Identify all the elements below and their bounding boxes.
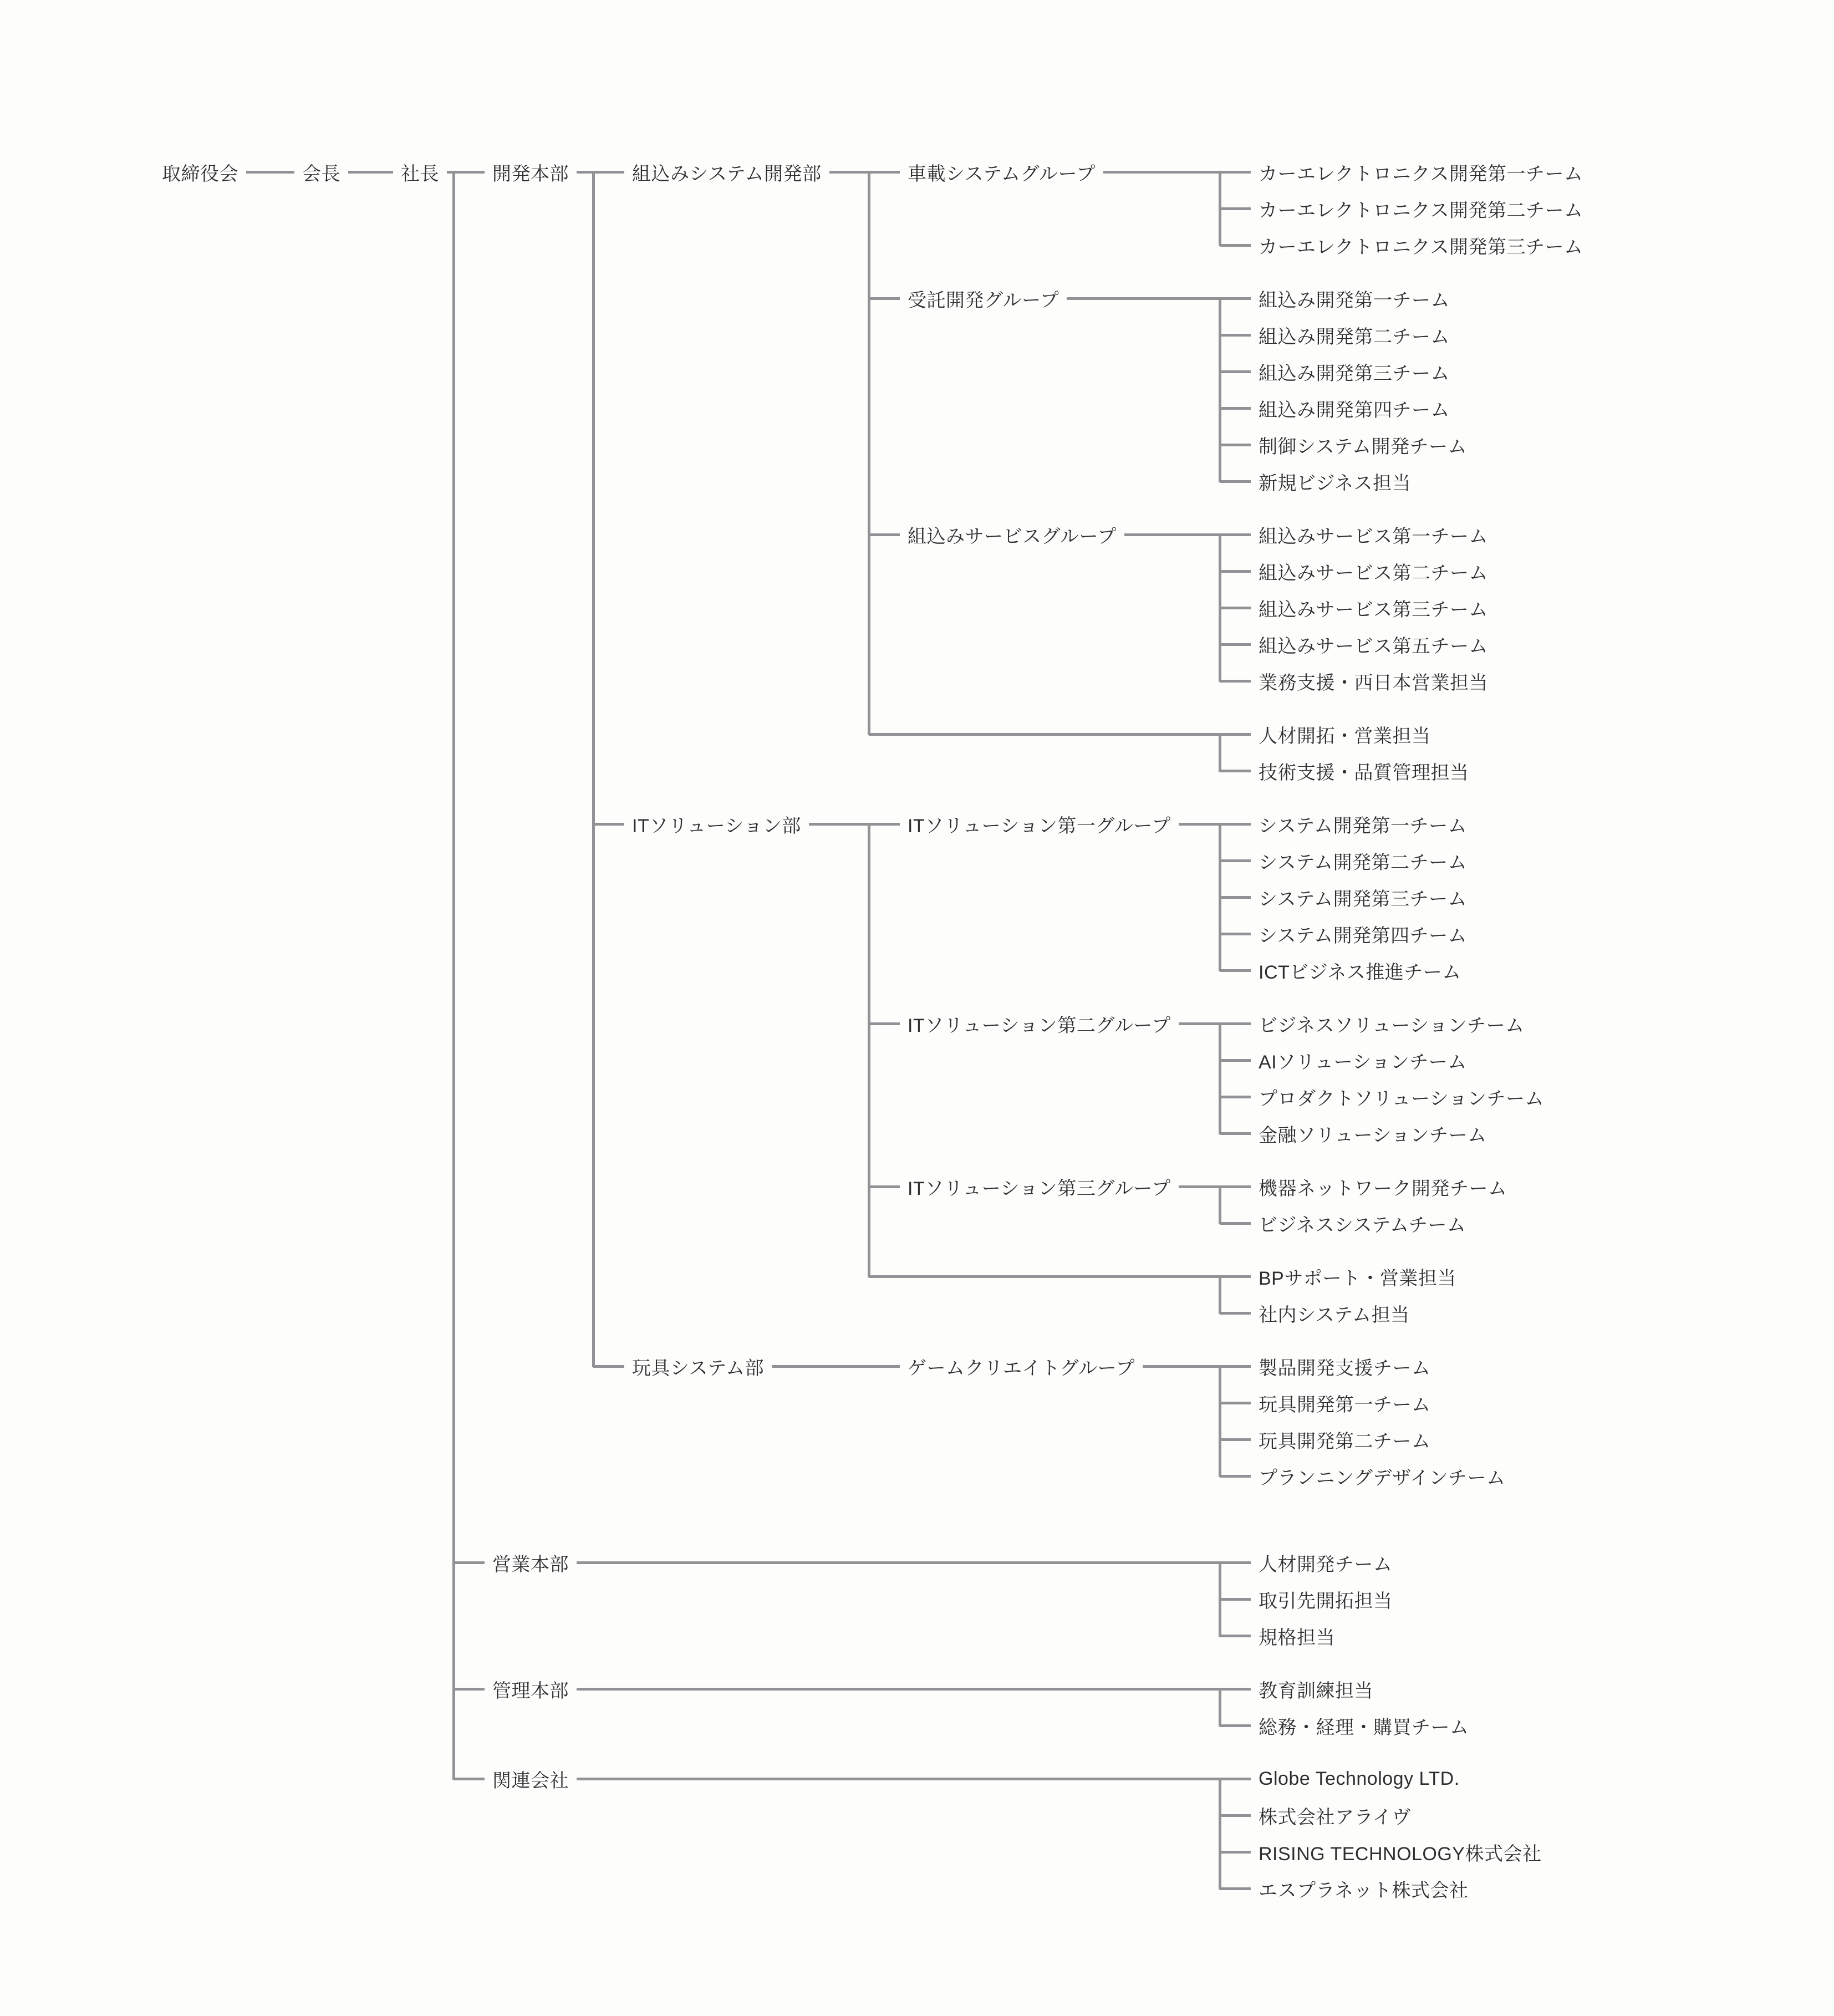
org-node-label: システム開発第四チーム xyxy=(1259,925,1468,946)
connector-line-h xyxy=(1220,1222,1251,1225)
connector-line-h xyxy=(246,171,294,174)
connector-line-h xyxy=(829,171,900,174)
org-node-label: 制御システム開発チーム xyxy=(1259,436,1468,457)
connector-line-h xyxy=(869,533,900,536)
org-node-label: プランニングデザインチーム xyxy=(1259,1467,1506,1489)
connector-line-h xyxy=(869,297,900,300)
connector-line-v xyxy=(1219,1022,1221,1134)
org-node-label: 規格担当 xyxy=(1259,1627,1335,1648)
org-node-label: AIソリューションチーム xyxy=(1259,1051,1467,1073)
org-node-label: 金融ソリューションチーム xyxy=(1259,1124,1487,1146)
org-node-label: ITソリューション第二グループ xyxy=(908,1015,1171,1036)
org-node-label: 組込みサービスグループ xyxy=(908,526,1117,547)
connector-line-h xyxy=(1220,1475,1251,1478)
connector-line-h xyxy=(454,1561,485,1564)
org-node-label: 社長 xyxy=(401,163,439,185)
connector-line-h xyxy=(1220,1438,1251,1441)
connector-line-h xyxy=(454,1778,485,1780)
connector-line-h xyxy=(1220,643,1251,646)
connector-line-v xyxy=(592,171,595,1367)
org-node-label: 教育訓練担当 xyxy=(1259,1680,1373,1702)
org-node-label: 総務・経理・購買チーム xyxy=(1259,1717,1469,1738)
connector-line-h xyxy=(1220,1059,1251,1062)
connector-line-v xyxy=(1219,1365,1221,1477)
connector-line-h xyxy=(869,1022,900,1025)
org-node-label: 関連会社 xyxy=(492,1770,569,1791)
org-node-label: 社内システム担当 xyxy=(1259,1304,1410,1326)
connector-line-h xyxy=(1220,933,1251,935)
connector-line-h xyxy=(1220,1312,1251,1315)
org-node-label: 株式会社アライヴ xyxy=(1259,1806,1411,1828)
connector-line-h xyxy=(1220,1132,1251,1135)
connector-line-v xyxy=(1219,1275,1221,1314)
org-node-label: カーエレクトロニクス開発第一チーム xyxy=(1259,163,1583,185)
connector-line-v xyxy=(868,823,870,1277)
connector-line-h xyxy=(1220,1851,1251,1854)
connector-line-h xyxy=(1220,1724,1251,1727)
org-node-label: 玩具開発第一チーム xyxy=(1259,1394,1431,1416)
connector-line-h xyxy=(1220,1598,1251,1601)
connector-line-h xyxy=(1220,334,1251,337)
connector-line-h xyxy=(1220,1402,1251,1404)
org-node-label: 組込みサービス第一チーム xyxy=(1259,526,1488,547)
org-node-label: 人材開発チーム xyxy=(1259,1554,1393,1575)
connector-line-h xyxy=(869,1185,900,1188)
org-node-label: 玩具開発第二チーム xyxy=(1259,1430,1431,1452)
connector-line-h xyxy=(1143,1365,1251,1368)
org-node-label: 組込みサービス第五チーム xyxy=(1259,635,1488,657)
connector-line-h xyxy=(1220,407,1251,410)
connector-line-h xyxy=(1220,444,1251,446)
connector-line-h xyxy=(1124,533,1251,536)
connector-line-h xyxy=(1220,370,1251,373)
org-node-label: 技術支援・品質管理担当 xyxy=(1259,762,1469,783)
org-node-label: 組込み開発第一チーム xyxy=(1259,289,1450,311)
connector-line-h xyxy=(348,171,393,174)
org-node-label: 車載システムグループ xyxy=(908,163,1096,185)
org-node-label: カーエレクトロニクス開発第三チーム xyxy=(1259,236,1583,258)
org-node-label: カーエレクトロニクス開発第二チーム xyxy=(1259,200,1583,221)
connector-line-h xyxy=(1220,1814,1251,1817)
org-node-label: 組込みサービス第三チーム xyxy=(1259,599,1488,620)
connector-line-h xyxy=(593,1365,624,1368)
org-node-label: ビジネスシステムチーム xyxy=(1259,1214,1466,1236)
org-node-label: RISING TECHNOLOGY株式会社 xyxy=(1259,1843,1542,1865)
connector-line-v xyxy=(1219,1778,1221,1890)
org-node-label: Globe Technology LTD. xyxy=(1259,1768,1460,1789)
connector-line-h xyxy=(1103,171,1251,174)
org-node-label: 人材開拓・営業担当 xyxy=(1259,725,1431,747)
connector-line-h xyxy=(1179,1022,1251,1025)
org-node-label: 組込みシステム開発部 xyxy=(632,163,822,185)
org-node-label: エスプラネット株式会社 xyxy=(1259,1880,1469,1901)
org-node-label: 組込み開発第四チーム xyxy=(1259,399,1450,421)
org-node-label: ITソリューション第三グループ xyxy=(908,1178,1171,1199)
org-node-label: システム開発第一チーム xyxy=(1259,815,1468,837)
org-node-label: BPサポート・営業担当 xyxy=(1259,1267,1456,1289)
connector-line-h xyxy=(1220,1096,1251,1098)
org-node-label: ICTビジネス推進チーム xyxy=(1259,961,1461,983)
connector-line-h xyxy=(577,1778,1251,1780)
connector-line-h xyxy=(1179,1185,1251,1188)
org-node-label: 管理本部 xyxy=(492,1680,569,1702)
connector-line-h xyxy=(1220,244,1251,247)
connector-line-h xyxy=(772,1365,900,1368)
org-node-label: 製品開発支援チーム xyxy=(1259,1357,1431,1379)
org-node-label: ビジネスソリューションチーム xyxy=(1259,1015,1525,1036)
connector-line-h xyxy=(1220,859,1251,862)
org-node-label: 会長 xyxy=(302,163,340,185)
org-node-label: 営業本部 xyxy=(492,1554,569,1575)
connector-line-h xyxy=(1220,1635,1251,1637)
connector-line-h xyxy=(1220,969,1251,972)
org-node-label: システム開発第二チーム xyxy=(1259,852,1468,873)
org-node-label: 受託開発グループ xyxy=(908,289,1059,311)
org-node-label: プロダクトソリューションチーム xyxy=(1259,1088,1545,1109)
connector-line-h xyxy=(1179,823,1251,826)
connector-line-h xyxy=(577,1688,1251,1691)
connector-line-h xyxy=(1220,480,1251,483)
connector-line-h xyxy=(1220,680,1251,683)
connector-line-v xyxy=(1219,1688,1221,1727)
org-node-label: 組込み開発第三チーム xyxy=(1259,363,1450,384)
org-node-label: 業務支援・西日本営業担当 xyxy=(1259,672,1488,694)
connector-line-h xyxy=(593,823,624,826)
connector-line-h xyxy=(809,823,900,826)
connector-line-h xyxy=(454,1688,485,1691)
connector-line-h xyxy=(1067,297,1251,300)
org-node-label: 機器ネットワーク開発チーム xyxy=(1259,1178,1507,1199)
org-node-label: 開発本部 xyxy=(492,163,569,185)
connector-line-h xyxy=(869,733,1251,736)
connector-line-v xyxy=(868,171,870,735)
connector-line-h xyxy=(1220,570,1251,573)
connector-line-h xyxy=(577,171,624,174)
org-node-label: 組込み開発第二チーム xyxy=(1259,326,1450,348)
connector-line-v xyxy=(1219,297,1221,482)
org-node-label: 取引先開拓担当 xyxy=(1259,1590,1393,1612)
connector-line-h xyxy=(1220,207,1251,210)
connector-line-v xyxy=(1219,1185,1221,1224)
org-node-label: 玩具システム部 xyxy=(632,1357,765,1379)
connector-line-h xyxy=(1220,607,1251,609)
connector-line-h xyxy=(577,1561,1251,1564)
org-node-label: ゲームクリエイトグループ xyxy=(908,1357,1135,1379)
connector-line-h xyxy=(1220,770,1251,772)
connector-line-h xyxy=(1220,896,1251,899)
connector-line-v xyxy=(1219,733,1221,772)
connector-line-h xyxy=(1220,1887,1251,1890)
connector-line-h xyxy=(869,1275,1251,1278)
org-node-label: 新規ビジネス担当 xyxy=(1259,472,1411,494)
org-node-label: 取締役会 xyxy=(162,163,238,185)
org-node-label: 組込みサービス第二チーム xyxy=(1259,562,1488,584)
org-node-label: ITソリューション部 xyxy=(632,815,801,837)
org-node-label: ITソリューション第一グループ xyxy=(908,815,1171,837)
org-node-label: システム開発第三チーム xyxy=(1259,888,1468,910)
connector-line-v xyxy=(452,171,455,1780)
